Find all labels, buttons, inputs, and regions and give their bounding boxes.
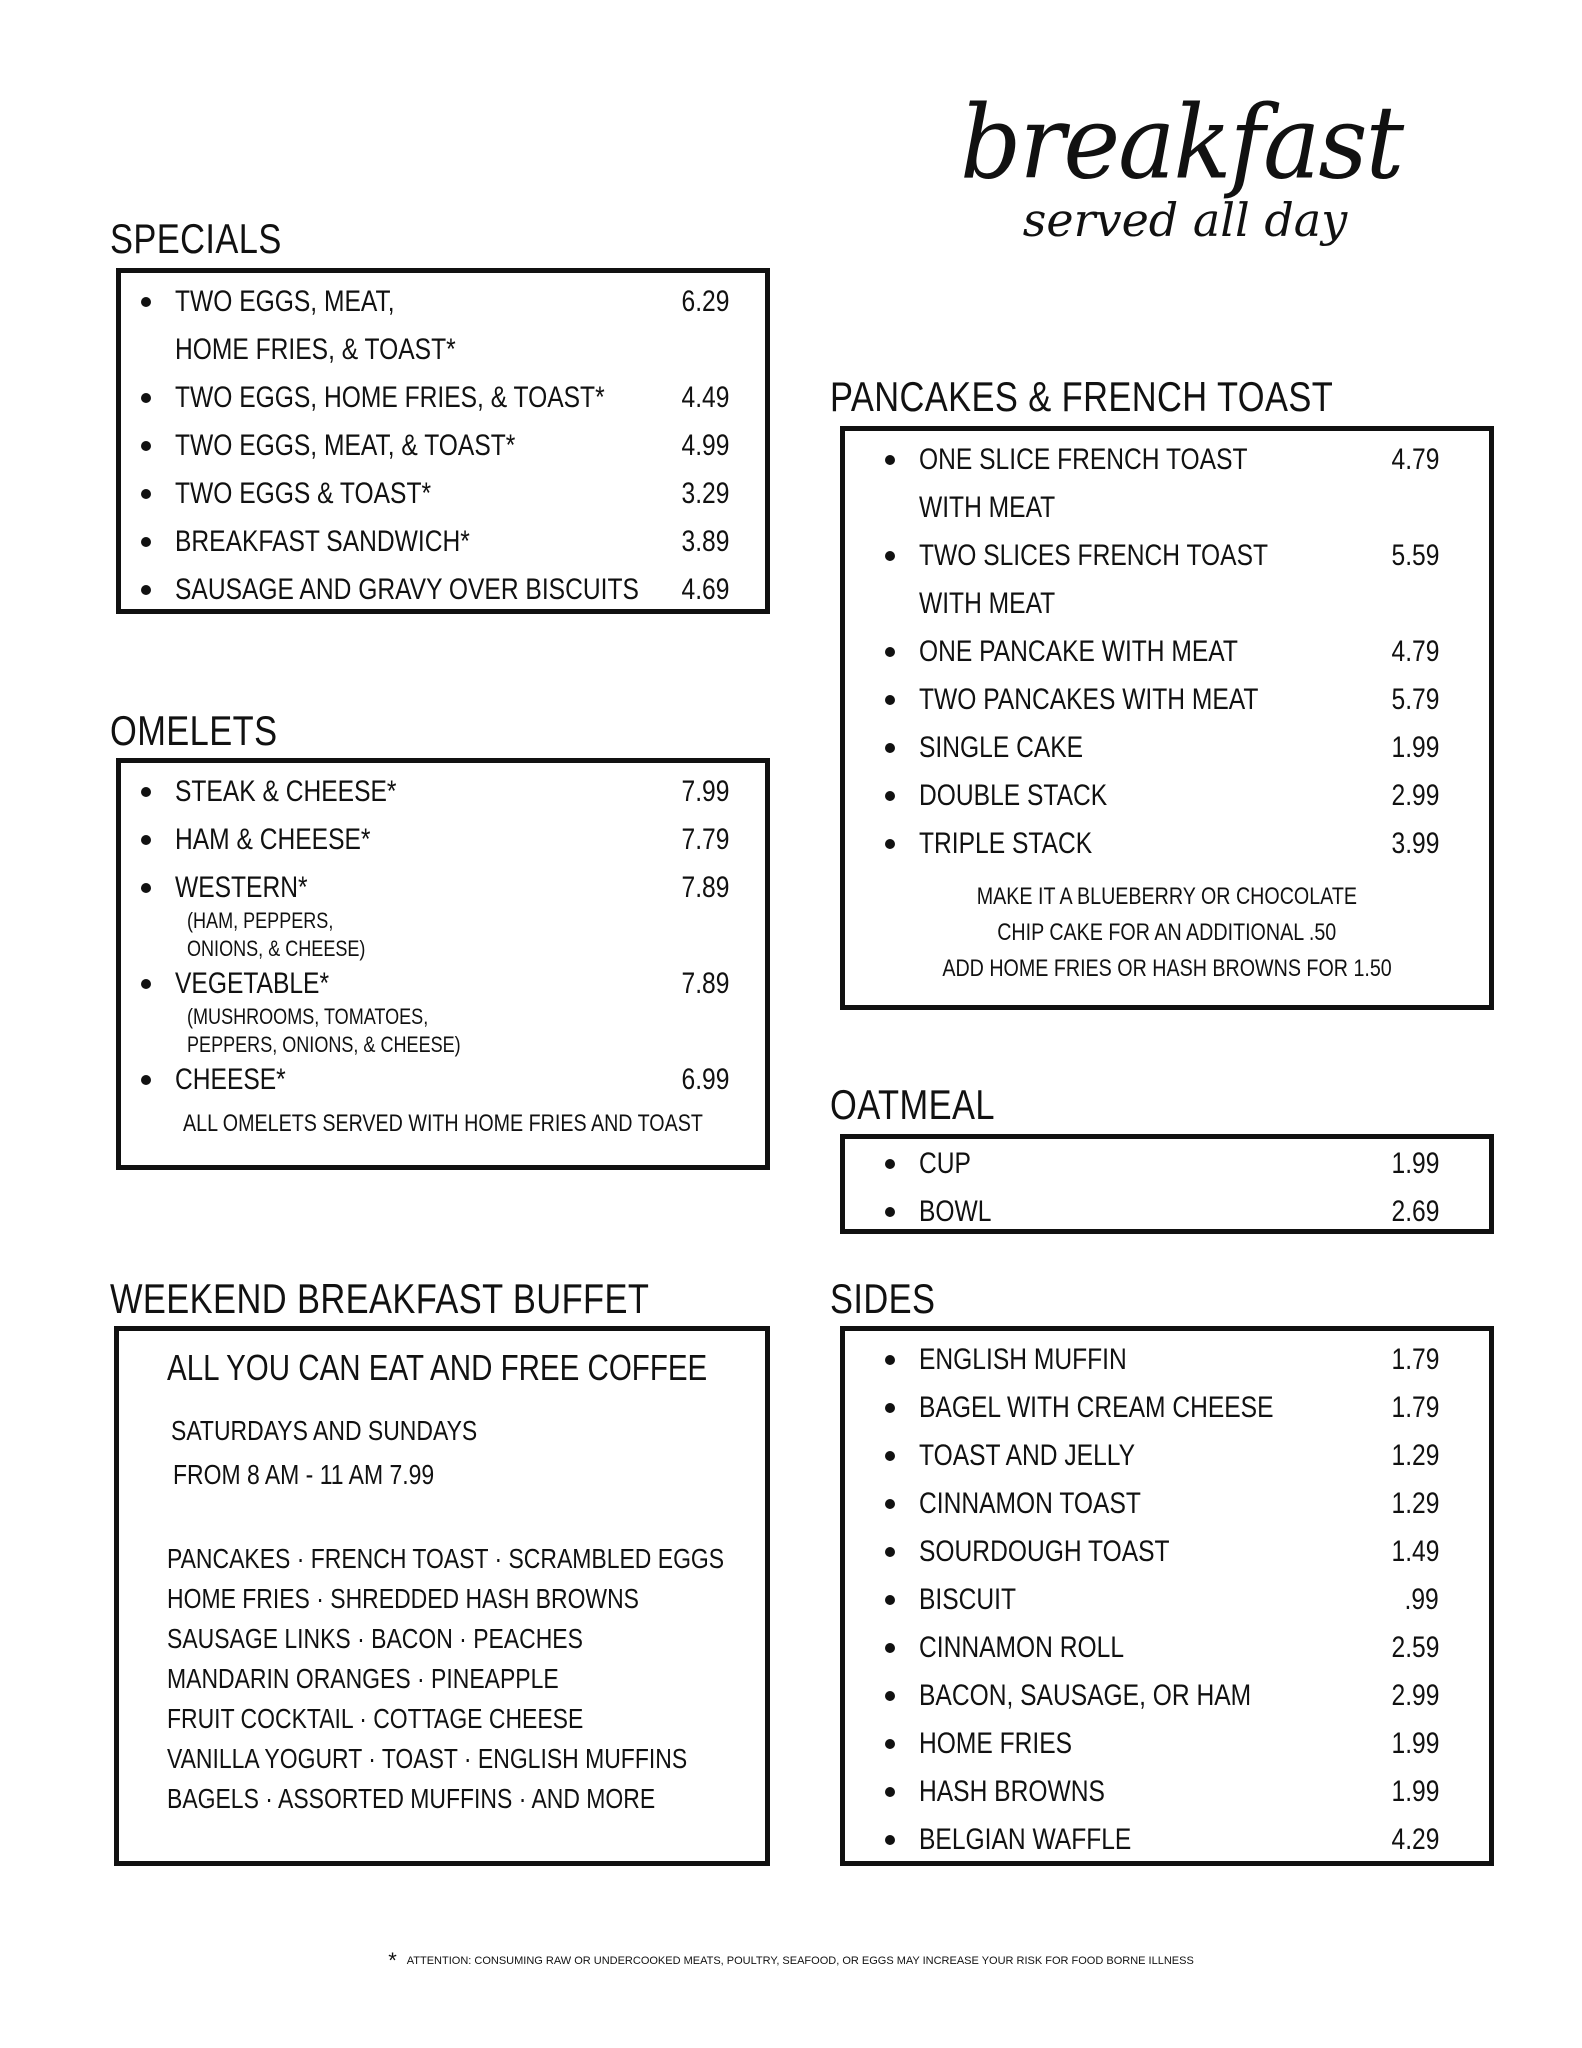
list-item: DOUBLE STACK 2.99 <box>845 776 1489 816</box>
list-item: CINNAMON TOAST 1.29 <box>845 1484 1489 1524</box>
allergy-disclaimer <box>0 1948 1582 1974</box>
pancakes-note: ADD HOME FRIES OR HASH BROWNS FOR 1.50 <box>942 955 1392 982</box>
omelets-title: OMELETS <box>110 707 278 754</box>
list-item: TWO EGGS, MEAT, 6.29 <box>121 282 765 322</box>
list-item: SINGLE CAKE 1.99 <box>845 728 1489 768</box>
buffet-line: SAUSAGE LINKS · BACON · PEACHES <box>167 1623 583 1654</box>
list-item: BOWL 2.69 <box>845 1192 1489 1232</box>
sides-box <box>840 1326 1494 1866</box>
omelets-note: ALL OMELETS SERVED WITH HOME FRIES AND TOAST <box>183 1110 703 1137</box>
list-item-continuation: HOME FRIES, & TOAST* <box>175 333 456 366</box>
buffet-days: SATURDAYS AND SUNDAYS <box>171 1415 478 1446</box>
list-item: TWO EGGS, HOME FRIES, & TOAST* 4.49 <box>121 378 765 418</box>
disclaimer-text: ATTENTION: CONSUMING RAW OR UNDERCOOKED MEATS, POULTRY, SEAFOOD, OR EGGS MAY INCREASE YOUR RISK FOR FOOD BORNE ILLNESS <box>406 1954 1194 1967</box>
asterisk-icon: * <box>388 1948 397 1973</box>
list-item: TOAST AND JELLY 1.29 <box>845 1436 1489 1476</box>
list-item: VEGETABLE* 7.89 <box>121 964 765 1004</box>
list-item: TWO EGGS & TOAST* 3.29 <box>121 474 765 514</box>
oatmeal-box <box>840 1134 1494 1234</box>
specials-title: SPECIALS <box>110 215 282 262</box>
buffet-line: FRUIT COCKTAIL · COTTAGE CHEESE <box>167 1703 584 1734</box>
buffet-box <box>114 1326 770 1866</box>
list-item: CHEESE* 6.99 <box>121 1060 765 1100</box>
menu-subtitle: served all day <box>1022 193 1348 247</box>
list-item: BREAKFAST SANDWICH* 3.89 <box>121 522 765 562</box>
item-detail: (MUSHROOMS, TOMATOES, <box>187 1004 429 1029</box>
list-item: CUP 1.99 <box>845 1144 1489 1184</box>
list-item: SOURDOUGH TOAST 1.49 <box>845 1532 1489 1572</box>
item-detail: PEPPERS, ONIONS, & CHEESE) <box>187 1032 461 1057</box>
buffet-line: MANDARIN ORANGES · PINEAPPLE <box>167 1663 559 1694</box>
buffet-title: WEEKEND BREAKFAST BUFFET <box>110 1275 650 1322</box>
list-item: SAUSAGE AND GRAVY OVER BISCUITS 4.69 <box>121 570 765 610</box>
list-item: BACON, SAUSAGE, OR HAM 2.99 <box>845 1676 1489 1716</box>
list-item: BISCUIT .99 <box>845 1580 1489 1620</box>
specials-box <box>116 268 770 614</box>
list-item: WESTERN* 7.89 <box>121 868 765 908</box>
pancakes-box <box>840 426 1494 1010</box>
oatmeal-title: OATMEAL <box>830 1081 995 1128</box>
list-item: CINNAMON ROLL 2.59 <box>845 1628 1489 1668</box>
list-item: TWO PANCAKES WITH MEAT 5.79 <box>845 680 1489 720</box>
list-item: HAM & CHEESE* 7.79 <box>121 820 765 860</box>
pancakes-note: CHIP CAKE FOR AN ADDITIONAL .50 <box>997 919 1337 946</box>
pancakes-note: MAKE IT A BLUEBERRY OR CHOCOLATE <box>976 883 1358 910</box>
item-detail: (HAM, PEPPERS, <box>187 908 334 933</box>
list-item: HOME FRIES 1.99 <box>845 1724 1489 1764</box>
list-item: TWO SLICES FRENCH TOAST 5.59 <box>845 536 1489 576</box>
list-item: ONE PANCAKE WITH MEAT 4.79 <box>845 632 1489 672</box>
buffet-hours: FROM 8 AM - 11 AM 7.99 <box>173 1459 435 1490</box>
sides-title: SIDES <box>830 1275 936 1322</box>
list-item: ENGLISH MUFFIN 1.79 <box>845 1340 1489 1380</box>
omelets-box <box>116 758 770 1170</box>
pancakes-title: PANCAKES & FRENCH TOAST <box>830 373 1334 420</box>
menu-title: breakfast <box>960 84 1403 202</box>
list-item-continuation: WITH MEAT <box>919 587 1056 620</box>
list-item: BAGEL WITH CREAM CHEESE 1.79 <box>845 1388 1489 1428</box>
list-item: STEAK & CHEESE* 7.99 <box>121 772 765 812</box>
buffet-line: HOME FRIES · SHREDDED HASH BROWNS <box>167 1583 639 1614</box>
buffet-line: VANILLA YOGURT · TOAST · ENGLISH MUFFINS <box>167 1743 688 1774</box>
buffet-line: PANCAKES · FRENCH TOAST · SCRAMBLED EGGS <box>167 1543 725 1574</box>
menu-header <box>960 84 1403 247</box>
list-item: ONE SLICE FRENCH TOAST 4.79 <box>845 440 1489 480</box>
list-item-continuation: WITH MEAT <box>919 491 1056 524</box>
list-item: TWO EGGS, MEAT, & TOAST* 4.99 <box>121 426 765 466</box>
list-item: HASH BROWNS 1.99 <box>845 1772 1489 1812</box>
list-item: BELGIAN WAFFLE 4.29 <box>845 1820 1489 1860</box>
buffet-line: BAGELS · ASSORTED MUFFINS · AND MORE <box>167 1783 656 1814</box>
list-item: TRIPLE STACK 3.99 <box>845 824 1489 864</box>
item-detail: ONIONS, & CHEESE) <box>187 936 366 961</box>
buffet-headline: ALL YOU CAN EAT AND FREE COFFEE <box>167 1347 708 1388</box>
